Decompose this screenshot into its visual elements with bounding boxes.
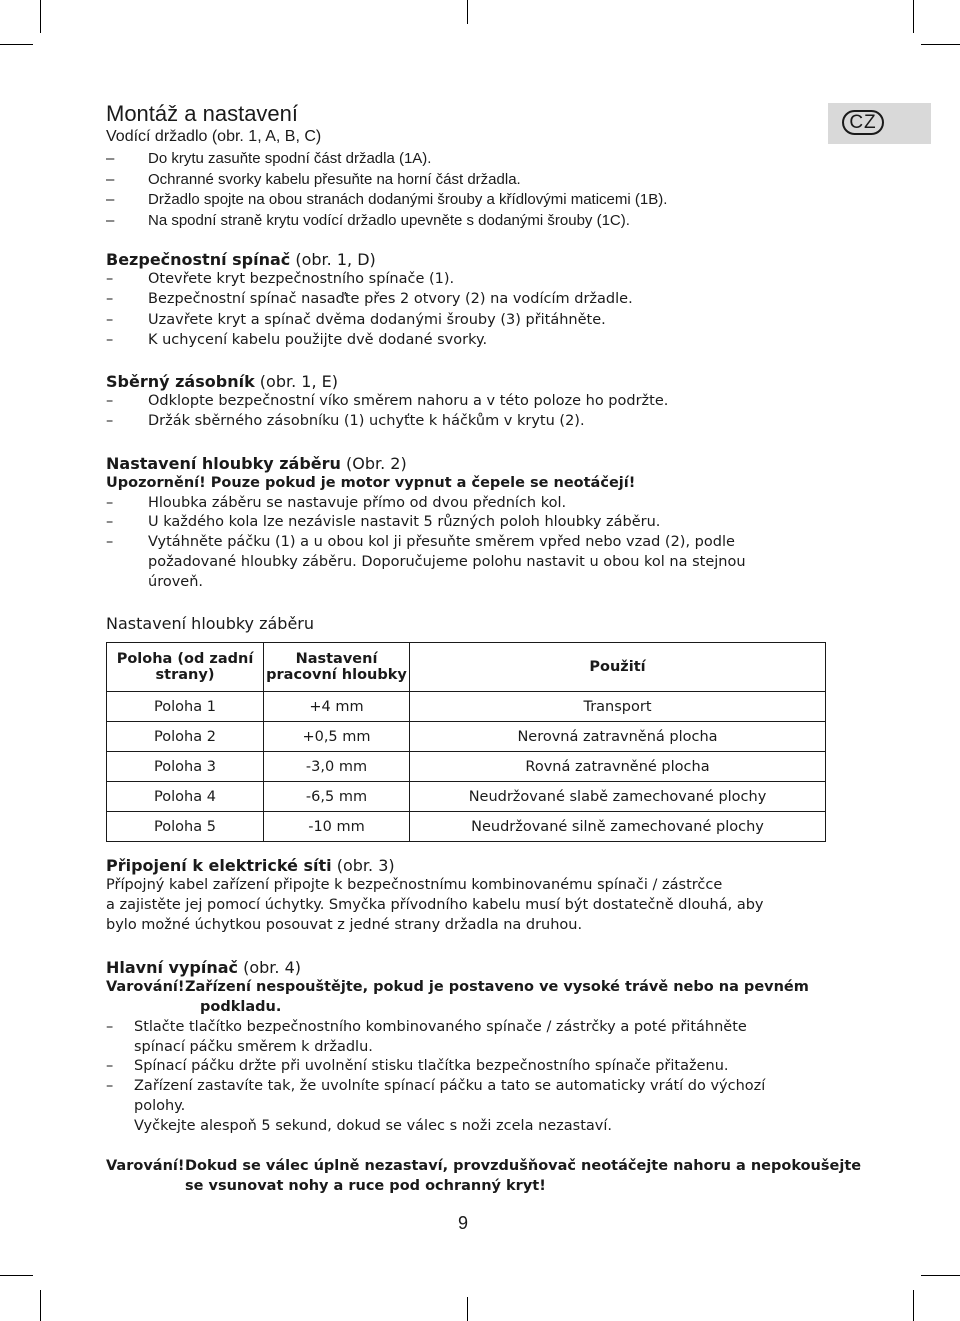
warning-text: Upozornění! Pouze pokud je motor vypnut a čepele se neotáčejí! [106, 475, 636, 491]
page-title: Montáž a nastavení [106, 101, 299, 126]
table-header-row [107, 643, 826, 692]
crop-mark [921, 44, 960, 45]
table-row [107, 692, 826, 722]
table-cell: Poloha 5 [107, 812, 264, 842]
column-header: Poloha (od zadní strany) [107, 643, 264, 692]
table-cell: +4 mm [264, 692, 410, 722]
crop-mark [40, 0, 41, 33]
table-cell: Poloha 4 [107, 782, 264, 812]
warning-label: Varování! [106, 979, 185, 995]
section-heading: Připojení k elektrické síti (obr. 3) [106, 856, 395, 875]
table-cell: Poloha 3 [107, 752, 264, 782]
table-row [107, 782, 826, 812]
section-heading: Vodící držadlo (obr. 1, A, B, C) [106, 128, 322, 145]
table-row [107, 812, 826, 842]
crop-mark [913, 0, 914, 33]
table-row [107, 752, 826, 782]
table-cell: -10 mm [264, 812, 410, 842]
table-cell: Poloha 2 [107, 722, 264, 752]
crop-mark [467, 0, 468, 24]
crop-mark [913, 1290, 914, 1321]
column-header: Nastavení pracovní hloubky [264, 643, 410, 692]
language-tab [828, 103, 931, 144]
crop-mark [0, 44, 33, 45]
section-heading: Hlavní vypínač (obr. 4) [106, 958, 301, 977]
table-cell: -3,0 mm [264, 752, 410, 782]
table-cell: +0,5 mm [264, 722, 410, 752]
warning-label: Varování! [106, 1158, 185, 1174]
table-cell: Transport [410, 692, 826, 722]
table-row [107, 722, 826, 752]
table-heading: Nastavení hloubky záběru [106, 614, 315, 633]
page-number: 9 [458, 1213, 469, 1233]
column-header: Použití [410, 643, 826, 692]
section-heading: Nastavení hloubky záběru (Obr. 2) [106, 454, 407, 473]
table-cell: Nerovná zatravněná plocha [410, 722, 826, 752]
warning-text: Dokud se válec úplně nezastaví, provzdušňovač neotáčejte nahoru a nepokoušejte [185, 1158, 862, 1174]
table-cell: Poloha 1 [107, 692, 264, 722]
warning-text: se vsunovat nohy a ruce pod ochranný kryt! [185, 1178, 546, 1194]
warning-text: podkladu. [200, 999, 282, 1015]
warning-text: Zařízení nespouštějte, pokud je postaveno ve vysoké trávě nebo na pevném [185, 979, 809, 995]
table-cell: Neudržované slabě zamechované plochy [410, 782, 826, 812]
crop-mark [467, 1297, 468, 1321]
crop-mark [921, 1275, 960, 1276]
language-badge: CZ [842, 110, 884, 135]
table-cell: Rovná zatravněné plocha [410, 752, 826, 782]
crop-mark [40, 1290, 41, 1321]
table-cell: -6,5 mm [264, 782, 410, 812]
section-heading: Bezpečnostní spínač (obr. 1, D) [106, 250, 376, 269]
paragraph-line: Přípojný kabel zařízení připojte k bezpečnostnímu kombinovanému spínači / zástrčce [106, 877, 723, 893]
depth-table [106, 642, 826, 842]
paragraph-line: bylo možné úchytkou posouvat z jedné strany držadla na druhou. [106, 917, 583, 933]
crop-mark [0, 1275, 33, 1276]
paragraph-line: a zajistěte jej pomocí úchytky. Smyčka přívodního kabelu musí být dostatečně dlouhá, aby [106, 897, 764, 913]
table-cell: Neudržované silně zamechované plochy [410, 812, 826, 842]
section-heading: Sběrný zásobník (obr. 1, E) [106, 372, 338, 391]
